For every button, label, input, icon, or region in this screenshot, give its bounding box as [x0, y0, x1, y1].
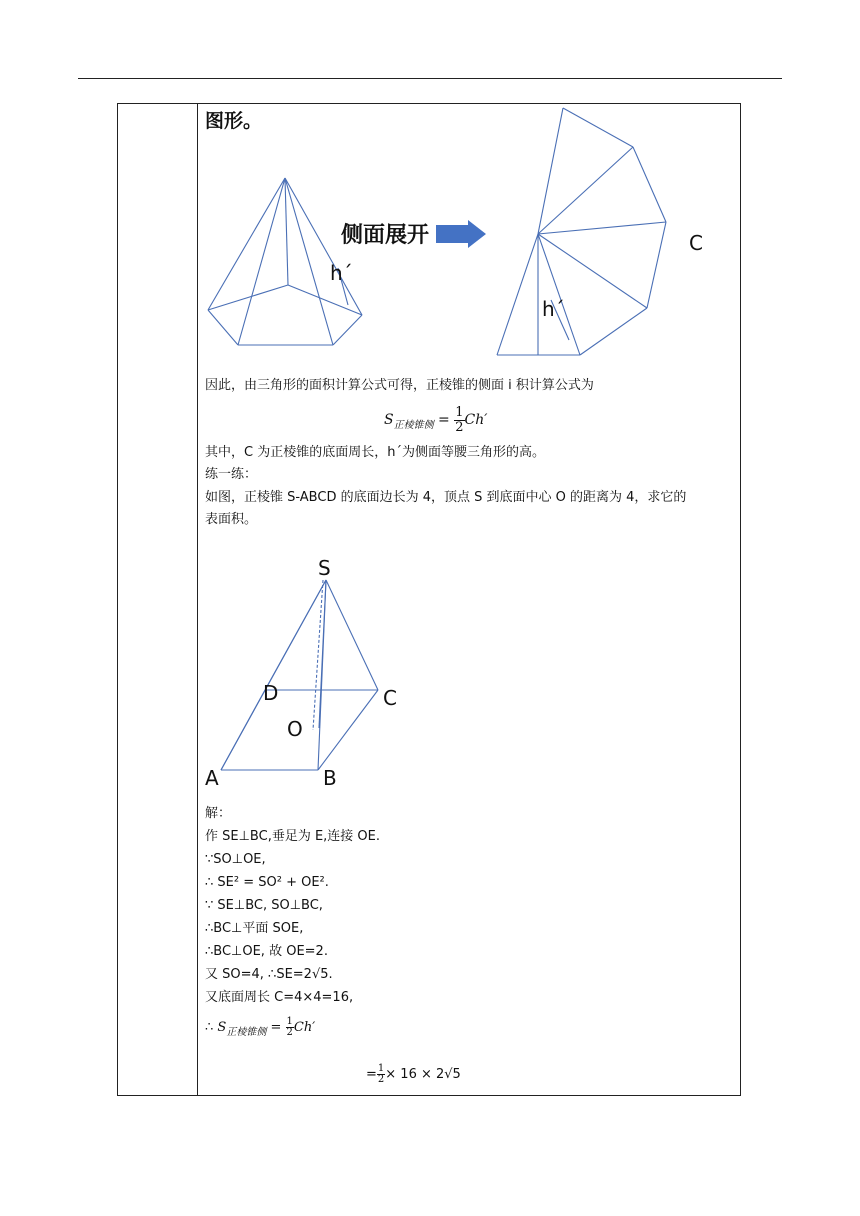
solution-title: 解：	[205, 806, 232, 821]
solution-line-3: ∴ SE² = SO² + OE².	[205, 875, 329, 890]
unfolded-height-label: h´	[542, 297, 565, 321]
solution-formula-numerator: 1	[286, 1015, 293, 1027]
solution-formula-line	[205, 1013, 315, 1048]
result-expression: × 16 × 2√5	[385, 1067, 461, 1082]
formula-denominator: 2	[455, 419, 464, 435]
formula-intro-text: 因此，由三角形的面积计算公式可得，正棱锥的侧面 i 积计算公式为	[205, 378, 594, 393]
solution-line-5: ∴BC⊥平面 SOE,	[205, 921, 304, 936]
solution-formula-symbol: S	[217, 1020, 227, 1035]
vertex-label-c: C	[383, 686, 397, 710]
vertex-label-s: S	[318, 556, 331, 580]
practice-question-line1: 如图，正棱锥 S-ABCD 的底面边长为 4，顶点 S 到底面中心 O 的距离为 4，求它的	[205, 490, 687, 505]
vertex-label-a: A	[205, 766, 219, 790]
arrow-icon	[436, 220, 486, 248]
vertex-label-b: B	[323, 766, 337, 790]
solution-line-8: 又底面周长 C=4×4=16,	[205, 990, 354, 1005]
formula-numerator: 1	[455, 404, 464, 420]
pyramid-unfold-figure	[200, 100, 740, 370]
solution-line-2: ∵SO⊥OE,	[205, 852, 266, 867]
vertex-label-d: D	[263, 681, 279, 705]
center-label-o: O	[287, 717, 303, 741]
formula-subscript: 正棱锥侧	[393, 420, 434, 431]
solution-line-6: ∴BC⊥OE, 故 OE=2.	[205, 944, 328, 959]
formula-explanation: 其中，C 为正棱锥的底面周长，h´为侧面等腰三角形的高。	[205, 445, 545, 460]
solution-result-line	[366, 1060, 461, 1090]
column-divider	[197, 103, 198, 1096]
square-pyramid-figure	[200, 550, 430, 795]
unfolded-faces	[497, 108, 666, 355]
formula-symbol: S	[384, 412, 394, 428]
square-pyramid-edges	[221, 580, 378, 770]
result-numerator: 1	[377, 1062, 385, 1074]
slant-height-label: h´	[330, 261, 353, 285]
solution-line-7: 又 SO=4, ∴SE=2√5.	[205, 967, 333, 982]
solution-formula-equals: =	[270, 1020, 282, 1035]
section-heading: 图形。	[205, 110, 263, 132]
practice-title: 练一练：	[205, 467, 258, 482]
formula-equals: =	[438, 412, 450, 428]
solution-formula-rest: Ch′	[293, 1020, 316, 1035]
result-denominator: 2	[377, 1074, 385, 1085]
result-equals: =	[366, 1067, 377, 1082]
perimeter-label: C	[689, 231, 703, 255]
solution-formula-denominator: 2	[286, 1027, 293, 1038]
solution-line-1: 作 SE⊥BC,垂足为 E,连接 OE.	[205, 829, 381, 844]
unfold-arrow-label: 侧面展开	[341, 223, 430, 248]
solution-formula-subscript: 正棱锥侧	[226, 1027, 267, 1038]
practice-question-line2: 表面积。	[205, 512, 258, 527]
header-rule	[78, 78, 782, 79]
lateral-area-formula	[384, 405, 487, 441]
therefore-symbol: ∴	[205, 1020, 214, 1035]
formula-rest: Ch′	[464, 412, 488, 428]
solution-line-4: ∵ SE⊥BC, SO⊥BC,	[205, 898, 323, 913]
